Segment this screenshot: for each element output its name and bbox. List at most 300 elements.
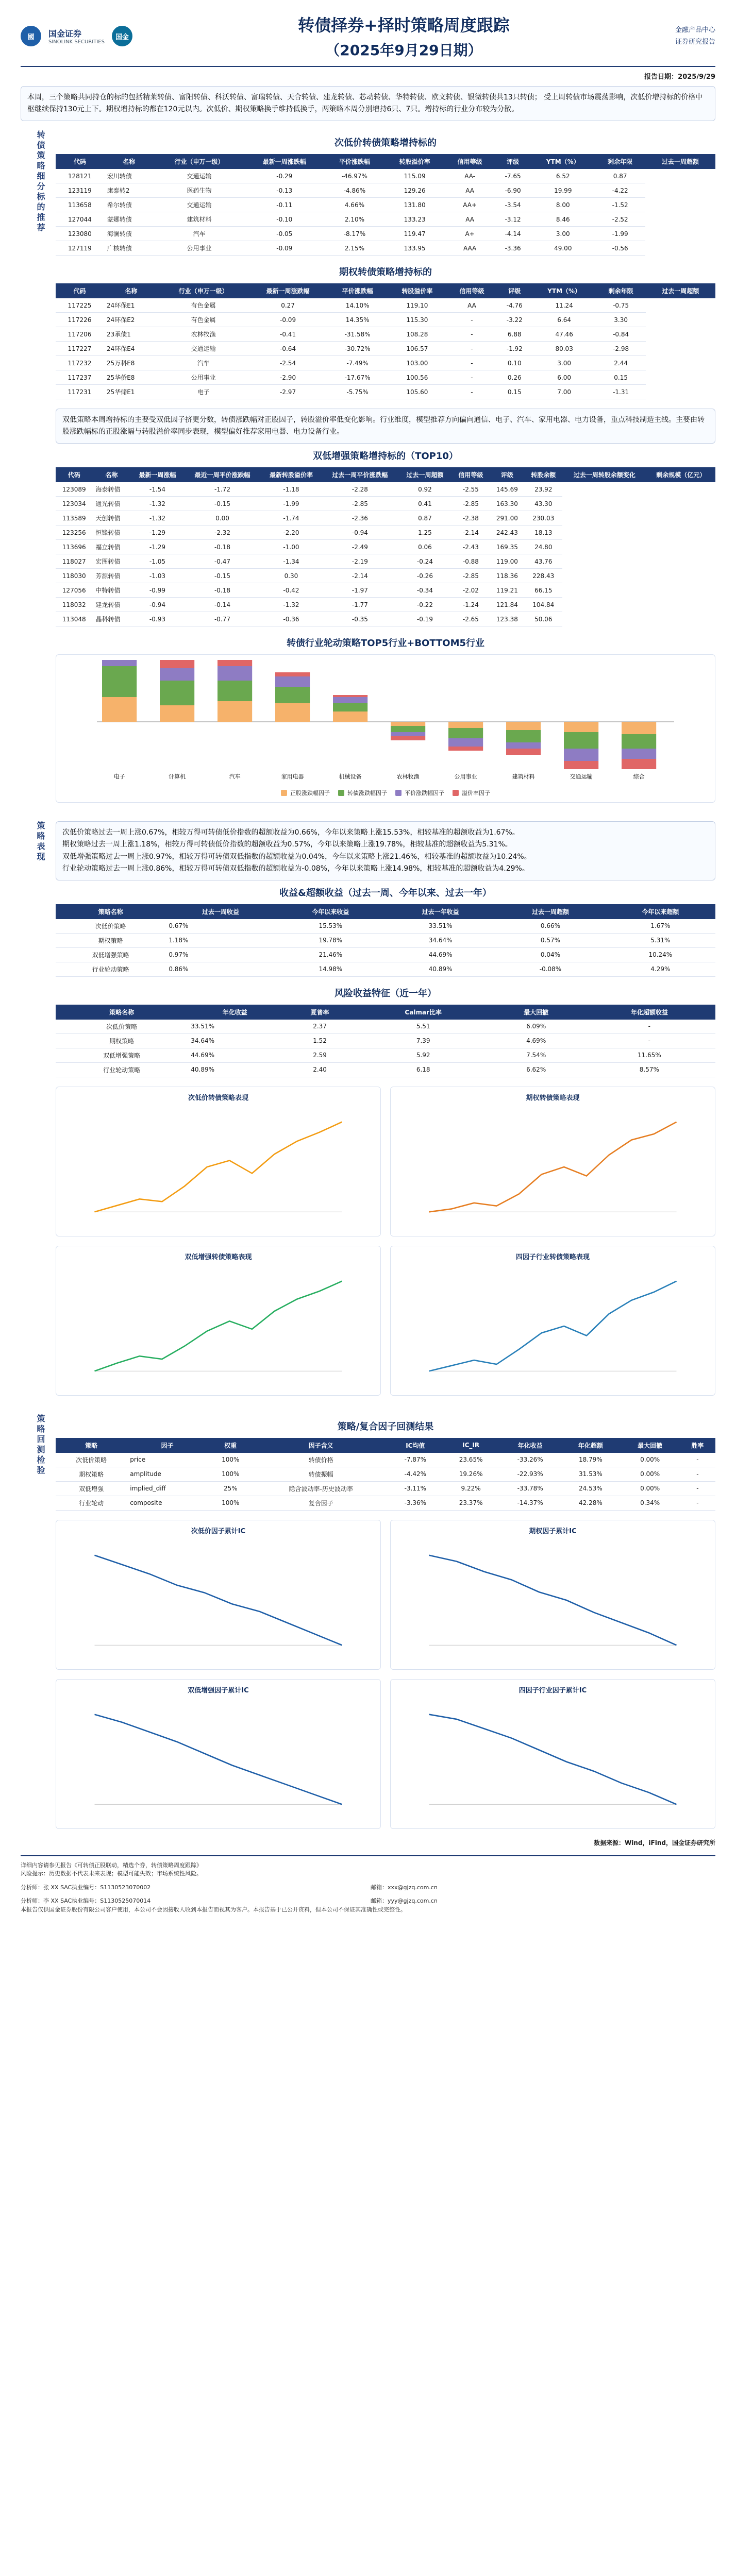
option-section [56, 265, 715, 399]
option-cell: 23承债1 [104, 327, 159, 342]
option-cell: 117237 [56, 370, 104, 385]
returns-cell: 40.89% [386, 962, 495, 976]
returns-cell: 1.18% [165, 933, 275, 947]
industry-label: 建筑材料 [512, 773, 535, 781]
double-cell: -0.94 [131, 598, 185, 612]
factor-title: 策略/复合因子回测结果 [337, 1421, 434, 1432]
factor-cell: 转债价格 [254, 1453, 389, 1467]
option-cell: -2.98 [596, 342, 645, 356]
option-cell: -0.41 [248, 327, 327, 342]
returns-cell: 5.31% [606, 933, 715, 947]
option-cell: 25万科E8 [104, 356, 159, 370]
low-price-cell: 8.46 [531, 212, 595, 227]
perf-four-svg [396, 1264, 710, 1388]
risk-cell: 6.62% [489, 1062, 583, 1077]
low-price-cell: 2.15% [325, 241, 385, 256]
industry-bar [218, 681, 252, 701]
returns-desc [56, 821, 715, 880]
factor-cell: 复合因子 [254, 1496, 389, 1510]
perf-four-title: 四因子行业转债策略表现 [515, 1253, 590, 1261]
industry-bar [391, 722, 425, 726]
option-cell: 25华储E1 [104, 385, 159, 399]
ic-low-chart [56, 1520, 381, 1670]
returns-cell: 4.29% [606, 962, 715, 976]
option-header-10: 过去一周超额 [646, 283, 715, 298]
double-cell: 中特转债 [92, 583, 130, 598]
double-cell: -2.85 [322, 497, 398, 511]
double-cell: -1.99 [261, 497, 322, 511]
low-price-cell: -2.52 [595, 212, 645, 227]
low-price-cell: -4.22 [595, 183, 645, 198]
double-cell: 66.15 [524, 583, 562, 598]
low-price-cell: 希尔转债 [104, 198, 154, 212]
double-cell: 23.92 [524, 482, 562, 497]
option-cell: 117226 [56, 313, 104, 327]
double-cell: 119.21 [490, 583, 524, 598]
report-meta [675, 24, 715, 48]
double-cell: -0.18 [184, 583, 260, 598]
side-label-mid: 策略表现 [36, 821, 45, 863]
factor-cell: 100% [208, 1453, 254, 1467]
industry-chart [56, 654, 715, 803]
risk-cell: 33.51% [188, 1020, 282, 1034]
industry-label: 综合 [633, 773, 645, 781]
double-cell: -1.29 [131, 540, 185, 554]
logo-badge-icon: 国金 [112, 26, 132, 46]
perf-low-title: 次低价转债策略表现 [188, 1094, 248, 1102]
logo-subtext: SINOLINK SECURITIES [48, 39, 105, 45]
line-series [95, 1281, 342, 1371]
low-price-cell: 131.80 [384, 198, 445, 212]
low-price-row [56, 169, 715, 183]
option-cell: -2.54 [248, 356, 327, 370]
industry-bar [391, 726, 425, 732]
returns-header-0: 策略名称 [56, 904, 165, 919]
option-cell: 119.10 [387, 298, 447, 313]
risk-cell: 44.69% [188, 1048, 282, 1062]
industry-bar [275, 672, 310, 676]
industry-bar [506, 749, 541, 755]
risk-cell: 2.40 [282, 1062, 357, 1077]
option-cell: AA [447, 298, 496, 313]
low-price-row [56, 241, 715, 256]
risk-table [56, 1005, 715, 1077]
option-header-4: 平价涨跌幅 [328, 283, 388, 298]
risk-cell: 4.69% [489, 1033, 583, 1048]
double-cell: -1.74 [261, 511, 322, 526]
industry-bar [160, 668, 194, 681]
industry-bar [218, 660, 252, 666]
double-header-4: 最新转股溢价率 [261, 467, 322, 482]
contact-1: 分析师：张 XX SAC执业编号：S1130523070002 [21, 1884, 151, 1891]
option-cell: -3.22 [497, 313, 532, 327]
industry-bar [275, 687, 310, 703]
low-price-row [56, 212, 715, 227]
double-cell: -0.36 [261, 612, 322, 626]
low-price-row [56, 227, 715, 241]
factor-cell: -3.36% [389, 1496, 443, 1510]
returns-header-3: 过去一年收益 [386, 904, 495, 919]
double-title: 双低增强策略增持标的（TOP10） [313, 451, 458, 462]
double-cell: -1.32 [261, 598, 322, 612]
double-cell: -0.42 [261, 583, 322, 598]
industry-bar [333, 695, 367, 697]
low-price-cell: -1.99 [595, 227, 645, 241]
double-cell: 天创转债 [92, 511, 130, 526]
double-row [56, 511, 715, 526]
perf-four-chart [390, 1246, 715, 1396]
industry-bar [102, 660, 137, 666]
double-cell: -2.49 [322, 540, 398, 554]
double-cell: -2.28 [322, 482, 398, 497]
risk-header-3: Calmar比率 [358, 1005, 489, 1020]
double-cell: 118030 [56, 569, 92, 583]
double-header-3: 最近一周平价涨跌幅 [184, 467, 260, 482]
double-row [56, 569, 715, 583]
double-cell: 228.43 [524, 569, 562, 583]
industry-bar [622, 749, 656, 759]
side-label-top: 转债策略细分标的推荐 [36, 130, 45, 234]
double-row [56, 612, 715, 626]
low-price-header-3: 最新一周涨跌幅 [244, 154, 325, 169]
factor-cell: 25% [208, 1481, 254, 1496]
option-header-1: 名称 [104, 283, 159, 298]
option-cell: 14.10% [328, 298, 388, 313]
option-row [56, 313, 715, 327]
low-price-cell: -3.36 [495, 241, 531, 256]
factor-cell: 双低增强 [56, 1481, 127, 1496]
industry-label: 电子 [113, 773, 125, 781]
low-price-cell: 129.26 [384, 183, 445, 198]
option-header-3: 最新一周涨跌幅 [248, 283, 327, 298]
double-row [56, 554, 715, 569]
industry-section [56, 636, 715, 803]
risk-cell: - [583, 1020, 715, 1034]
option-cell: 11.24 [532, 298, 596, 313]
option-header-0: 代码 [56, 283, 104, 298]
low-price-cell: 0.87 [595, 169, 645, 183]
returns-cell: 0.66% [495, 919, 605, 934]
option-cell: 105.60 [387, 385, 447, 399]
double-cell: -0.77 [184, 612, 260, 626]
option-cell: -2.90 [248, 370, 327, 385]
option-cell: -31.58% [328, 327, 388, 342]
low-price-cell: A+ [445, 227, 495, 241]
low-price-cell: -4.14 [495, 227, 531, 241]
low-price-cell: 49.00 [531, 241, 595, 256]
option-cell: 0.26 [497, 370, 532, 385]
double-header-0: 代码 [56, 467, 92, 482]
returns-cell: 19.78% [276, 933, 386, 947]
double-cell: 104.84 [524, 598, 562, 612]
low-price-cell: 127119 [56, 241, 104, 256]
risk-cell: 7.39 [358, 1033, 489, 1048]
double-header-10: 过去一周转股余额变化 [562, 467, 646, 482]
risk-cell: 5.92 [358, 1048, 489, 1062]
low-price-cell: 3.00 [531, 227, 595, 241]
option-row [56, 327, 715, 342]
double-cell: -1.03 [131, 569, 185, 583]
double-header-9: 转股余额 [524, 467, 562, 482]
double-cell: 123.38 [490, 612, 524, 626]
ic-double-title: 双低增强因子累计IC [188, 1686, 249, 1694]
industry-label: 机械设备 [339, 773, 362, 781]
footer-contacts [21, 1884, 715, 1906]
factor-header-6: 年化收益 [499, 1438, 561, 1453]
industry-bar [564, 722, 598, 732]
risk-section [56, 986, 715, 1077]
factor-cell: 转债振幅 [254, 1467, 389, 1481]
risk-header-0: 策略名称 [56, 1005, 188, 1020]
industry-bar [622, 722, 656, 734]
double-header-2: 最新一周涨幅 [131, 467, 185, 482]
risk-cell: 2.59 [282, 1048, 357, 1062]
factor-header-4: IC均值 [389, 1438, 443, 1453]
option-cell: -1.92 [497, 342, 532, 356]
double-cell: -2.14 [451, 526, 490, 540]
low-price-cell: -7.65 [495, 169, 531, 183]
option-cell: -7.49% [328, 356, 388, 370]
legend-swatch [338, 790, 344, 796]
risk-cell: 40.89% [188, 1062, 282, 1077]
option-cell: 0.10 [497, 356, 532, 370]
returns-cell: 行业轮动策略 [56, 962, 165, 976]
double-cell: 恒锋转债 [92, 526, 130, 540]
low-price-header-8: YTM（%） [531, 154, 595, 169]
returns-cell: 21.46% [276, 947, 386, 962]
low-price-cell: 宏川转债 [104, 169, 154, 183]
double-cell: 169.35 [490, 540, 524, 554]
low-price-cell: 133.95 [384, 241, 445, 256]
returns-cell: 0.57% [495, 933, 605, 947]
option-row [56, 370, 715, 385]
option-cell: -17.67% [328, 370, 388, 385]
double-header-7: 信用等级 [451, 467, 490, 482]
ic-low-title: 次低价因子累计IC [191, 1527, 246, 1535]
factor-cell: 31.53% [561, 1467, 620, 1481]
double-cell: -0.18 [184, 540, 260, 554]
double-header-5: 过去一周平价涨跌幅 [322, 467, 398, 482]
meta-mid: 证券研究报告 [675, 38, 715, 46]
perf-option-chart [390, 1087, 715, 1236]
factor-cell: 24.53% [561, 1481, 620, 1496]
factor-cell: price [127, 1453, 208, 1467]
factor-cell: 19.26% [442, 1467, 499, 1481]
double-cell: -1.77 [322, 598, 398, 612]
factor-cell: -33.78% [499, 1481, 561, 1496]
double-cell: -0.93 [131, 612, 185, 626]
double-cell: 晶科转债 [92, 612, 130, 626]
factor-header-5: IC_IR [442, 1438, 499, 1453]
double-cell: 芳源转债 [92, 569, 130, 583]
double-cell: -0.22 [398, 598, 452, 612]
option-cell: 25华侨E8 [104, 370, 159, 385]
risk-header-2: 夏普率 [282, 1005, 357, 1020]
factor-cell: 100% [208, 1496, 254, 1510]
side-label-bottom: 策略回测检验 [36, 1414, 45, 1476]
footer-notes: 详细内容请参见报告《可转债正股联动，精选个券，转债策略周度跟踪》 [21, 1861, 202, 1869]
option-cell: 117227 [56, 342, 104, 356]
risk-cell: 7.54% [489, 1048, 583, 1062]
risk-row [56, 1048, 715, 1062]
double-cell: -1.54 [131, 482, 185, 497]
double-cell: 291.00 [490, 511, 524, 526]
ic-row-2 [56, 1679, 715, 1829]
double-cell: 230.03 [524, 511, 562, 526]
returns-row [56, 933, 715, 947]
low-price-cell: -0.05 [244, 227, 325, 241]
industry-bar [218, 701, 252, 722]
line-series [429, 1555, 677, 1645]
legend-label: 平价涨跌幅因子 [405, 790, 444, 797]
ic-four-svg [396, 1698, 710, 1821]
low-price-cell: -0.11 [244, 198, 325, 212]
returns-cell: 33.51% [386, 919, 495, 934]
double-header-1: 名称 [92, 467, 130, 482]
risk-cell: 次低价策略 [56, 1020, 188, 1034]
low-price-cell: -6.90 [495, 183, 531, 198]
perf-row-1 [56, 1087, 715, 1236]
low-price-cell: 6.52 [531, 169, 595, 183]
line-series [95, 1122, 342, 1212]
low-price-cell: -8.17% [325, 227, 385, 241]
double-cell: 118027 [56, 554, 92, 569]
low-price-cell: -0.09 [244, 241, 325, 256]
low-price-cell: AA [445, 212, 495, 227]
risk-cell: 行业轮动策略 [56, 1062, 188, 1077]
low-price-cell: 2.10% [325, 212, 385, 227]
returns-cell: 1.67% [606, 919, 715, 934]
low-price-cell: 汽车 [154, 227, 244, 241]
double-cell: -1.72 [184, 482, 260, 497]
factor-table [56, 1438, 715, 1511]
line-series [429, 1122, 677, 1212]
double-cell: -2.02 [451, 583, 490, 598]
double-cell: 113696 [56, 540, 92, 554]
risk-cell: 11.65% [583, 1048, 715, 1062]
intro-section [21, 86, 715, 121]
returns-cell: 34.64% [386, 933, 495, 947]
line-series [95, 1555, 342, 1645]
low-price-row [56, 183, 715, 198]
intro-text: 本周，三个策略共同持仓的标的包括精莱转债、富阳转债、科沃转债、富瑞转债、天合转债、建龙转债、芯动转债、华特转债、欧文转债、银微转债共13只转债； 受上周转债市场震荡影响，次低价增持标的价格中枢继续保持130元上下。期权增持标的都在120元以内。次低价、期权策略换手维持低换手，两策略本周分别增持6只、7只。增持标的行业分布较为分散。 [21, 86, 715, 121]
returns-cell: 0.04% [495, 947, 605, 962]
low-price-header-1: 名称 [104, 154, 154, 169]
double-cell: -0.35 [322, 612, 398, 626]
option-cell: -0.64 [248, 342, 327, 356]
low-price-cell: AA+ [445, 198, 495, 212]
low-price-cell: -0.13 [244, 183, 325, 198]
perf-low-svg [61, 1105, 375, 1229]
double-cell: 50.06 [524, 612, 562, 626]
legend-item [281, 789, 330, 797]
returns-header-2: 今年以来收益 [276, 904, 386, 919]
double-cell: 123089 [56, 482, 92, 497]
double-cell: -2.38 [451, 511, 490, 526]
ic-four-title: 四因子行业因子累计IC [518, 1686, 587, 1694]
low-price-cell: 119.47 [384, 227, 445, 241]
industry-bar [448, 722, 483, 728]
industry-svg [61, 660, 710, 784]
meta-top: 金融产品中心 [675, 26, 715, 34]
risk-cell: - [583, 1033, 715, 1048]
returns-row [56, 962, 715, 976]
industry-bar [448, 728, 483, 738]
ic-double-chart [56, 1679, 381, 1829]
perf-option-title: 期权转债策略表现 [526, 1094, 580, 1102]
logo-mark-icon: 國 [21, 26, 41, 46]
ic-four-chart [390, 1679, 715, 1829]
option-cell: - [447, 313, 496, 327]
low-price-header-5: 转股溢价率 [384, 154, 445, 169]
report-date: 报告日期：2025/9/29 [644, 73, 715, 81]
double-cell: -2.65 [451, 612, 490, 626]
industry-legend [61, 789, 710, 797]
legend-item [395, 789, 444, 797]
double-cell: 0.06 [398, 540, 452, 554]
low-price-header-7: 评级 [495, 154, 531, 169]
double-cell: -0.47 [184, 554, 260, 569]
factor-cell: - [680, 1453, 715, 1467]
logo-text: 国金证券 [48, 29, 82, 39]
double-cell: 宏图转债 [92, 554, 130, 569]
double-cell: -2.14 [322, 569, 398, 583]
option-row [56, 342, 715, 356]
report-title [298, 12, 510, 60]
option-row [56, 298, 715, 313]
option-cell: -30.72% [328, 342, 388, 356]
option-cell: 2.44 [596, 356, 645, 370]
option-cell: -0.84 [596, 327, 645, 342]
factor-row [56, 1496, 715, 1510]
factor-cell: -3.11% [389, 1481, 443, 1496]
ic-low-svg [61, 1538, 375, 1662]
risk-row [56, 1062, 715, 1077]
factor-row [56, 1481, 715, 1496]
option-header-7: 评级 [497, 283, 532, 298]
low-price-cell: 127044 [56, 212, 104, 227]
option-header-9: 剩余年限 [596, 283, 645, 298]
footer-risk: 风险提示：历史数据不代表未来表现；模型可能失效；市场系统性风险。 [21, 1870, 202, 1877]
option-cell: - [447, 356, 496, 370]
factor-section [56, 1419, 715, 1511]
risk-header-1: 年化收益 [188, 1005, 282, 1020]
double-cell: 113589 [56, 511, 92, 526]
factor-header-0: 策略 [56, 1438, 127, 1453]
double-row [56, 540, 715, 554]
industry-label: 计算机 [169, 773, 186, 781]
legend-item [338, 789, 387, 797]
returns-table [56, 904, 715, 977]
line-series [95, 1714, 342, 1804]
low-price-cell: 19.99 [531, 183, 595, 198]
double-table [56, 467, 715, 626]
low-price-header-4: 平价涨跌幅 [325, 154, 385, 169]
returns-row [56, 919, 715, 934]
double-row [56, 526, 715, 540]
double-cell: 43.76 [524, 554, 562, 569]
low-price-cell: AA- [445, 169, 495, 183]
returns-header-4: 过去一周超额 [495, 904, 605, 919]
industry-bar [102, 666, 137, 697]
legend-item [453, 789, 490, 797]
factor-cell: 行业轮动 [56, 1496, 127, 1510]
low-price-cell: 康泰转2 [104, 183, 154, 198]
industry-bar [506, 730, 541, 742]
option-cell: 103.00 [387, 356, 447, 370]
option-cell: 14.35% [328, 313, 388, 327]
option-cell: 117231 [56, 385, 104, 399]
